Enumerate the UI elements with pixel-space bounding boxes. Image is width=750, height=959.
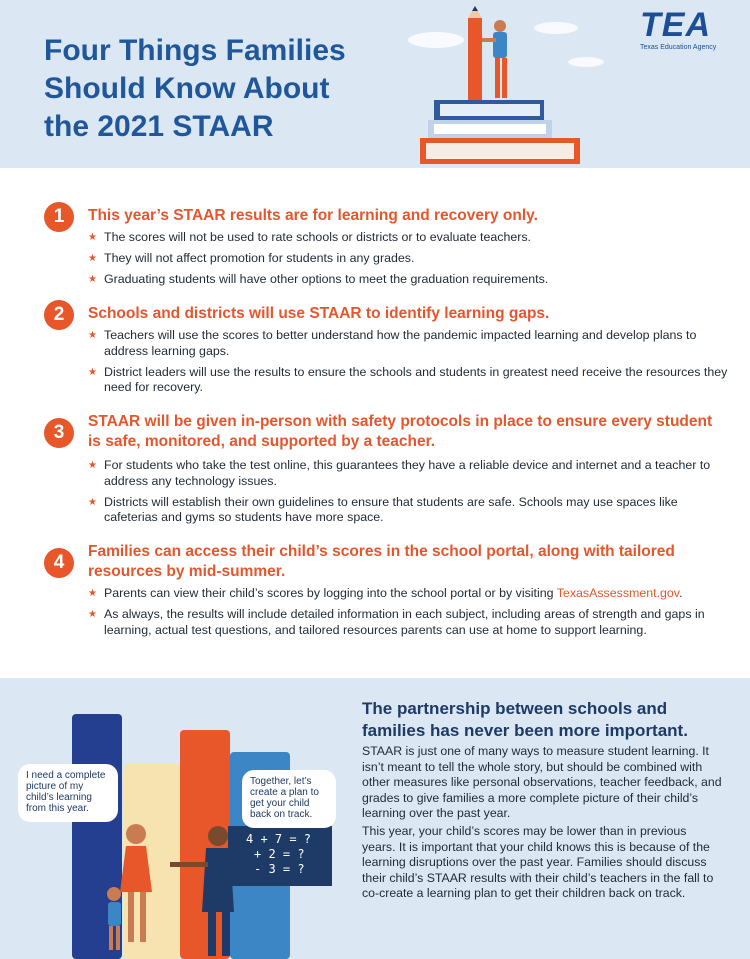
section-heading: Families can access their child’s scores in the school portal, along with tailored resources by mid-summer.: [88, 543, 675, 580]
bullet-list: [88, 458, 728, 531]
title-line-3: the 2021 STAAR: [44, 110, 274, 143]
partnership-paragraph-1: STAAR is just one of many ways to measure student learning. It isn’t meant to tell the whole story, but should be combined with other measures like personal observations, teacher feedback, and grades to give families a more complete picture of their child’s learning over the past year.: [362, 744, 722, 821]
list-item: ★ The scores will not be used to rate schools or districts or to evaluate teachers.: [88, 230, 531, 244]
star-icon: ★: [88, 609, 97, 620]
bullet-list: [88, 586, 728, 644]
list-item: ★ District leaders will use the results to ensure the schools and students in greatest need receive the resources they need for recovery.: [88, 364, 728, 394]
list-item: ★ As always, the results will include detailed information in each subject, including areas of strength and gaps in learning, actual test questions, and tailored resources parents can use at home to support learning.: [88, 607, 705, 637]
section-number-badge: 4: [44, 548, 74, 578]
texas-assessment-link[interactable]: TexasAssessment.gov: [556, 586, 680, 600]
bullet-list: [88, 230, 728, 293]
parent-speech-bubble: I need a complete picture of my child’s learning from this year.: [18, 764, 118, 822]
list-item: ★ Districts will establish their own guidelines to ensure that students are safe. Schools may use spaces like cafeterias and gyms so students have more space.: [88, 494, 678, 524]
partnership-title: The partnership between schools and families has never been more important.: [362, 699, 688, 740]
page-title: [44, 32, 424, 146]
star-icon: ★: [88, 366, 97, 378]
equation-line: - 3 = ?: [254, 862, 305, 876]
list-item: ★ Graduating students will have other options to meet the graduation requirements.: [88, 272, 549, 286]
equation-line: 4 + 7 = ?: [246, 832, 312, 846]
tea-logo-text: TEA: [640, 6, 711, 44]
bullet-list: [88, 328, 728, 401]
star-icon: ★: [88, 232, 97, 243]
chalkboard-equations: [246, 832, 326, 877]
main-content: [0, 168, 750, 678]
equation-line: + 2 = ?: [254, 847, 305, 861]
star-icon: ★: [88, 330, 97, 341]
section-heading: This year’s STAAR results are for learning and recovery only.: [88, 207, 538, 224]
star-icon: ★: [88, 253, 97, 264]
star-icon: ★: [88, 588, 97, 599]
star-icon: ★: [88, 274, 97, 285]
title-line-2: Should Know About: [44, 72, 330, 105]
section-number-badge: 2: [44, 300, 74, 330]
list-item: ★ For students who take the test online, this guarantees they have a reliable device and internet and a teacher to address any technology issues.: [88, 458, 711, 488]
section-number-badge: 1: [44, 202, 74, 232]
tea-logo-subtitle: Texas Education Agency: [640, 44, 717, 51]
tea-logo[interactable]: [636, 6, 732, 56]
teacher-speech-bubble: Together, let’s create a plan to get your child back on track.: [242, 770, 336, 828]
partnership-paragraph-2: This year, your child’s scores may be lower than in previous years. It is important that your child knows this is because of the learning disruptions over the past year. Families should discuss their child’s STAAR results with their child’s teachers in the fall to co-create a learning plan to get their children back on track.: [362, 824, 714, 901]
books-and-pencil-illustration: [396, 0, 616, 168]
section-heading: STAAR will be given in-person with safety protocols in place to ensure every student is safe, monitored, and supported by a teacher.: [88, 413, 713, 450]
star-icon: ★: [88, 496, 97, 508]
list-item: ★ Parents can view their child’s scores by logging into the school portal or by visiting TexasAssessment.gov.: [88, 586, 683, 600]
header-banner: [0, 0, 750, 168]
list-item: ★ They will not affect promotion for students in any grades.: [88, 251, 415, 265]
star-icon: ★: [88, 460, 97, 471]
list-item: ★ Teachers will use the scores to better understand how the pandemic impacted learning and develop plans to address learning gaps.: [88, 328, 697, 358]
section-number-badge: 3: [44, 418, 74, 448]
section-heading: Schools and districts will use STAAR to identify learning gaps.: [88, 305, 550, 322]
partnership-section: [0, 678, 750, 959]
title-line-1: Four Things Families: [44, 34, 346, 67]
